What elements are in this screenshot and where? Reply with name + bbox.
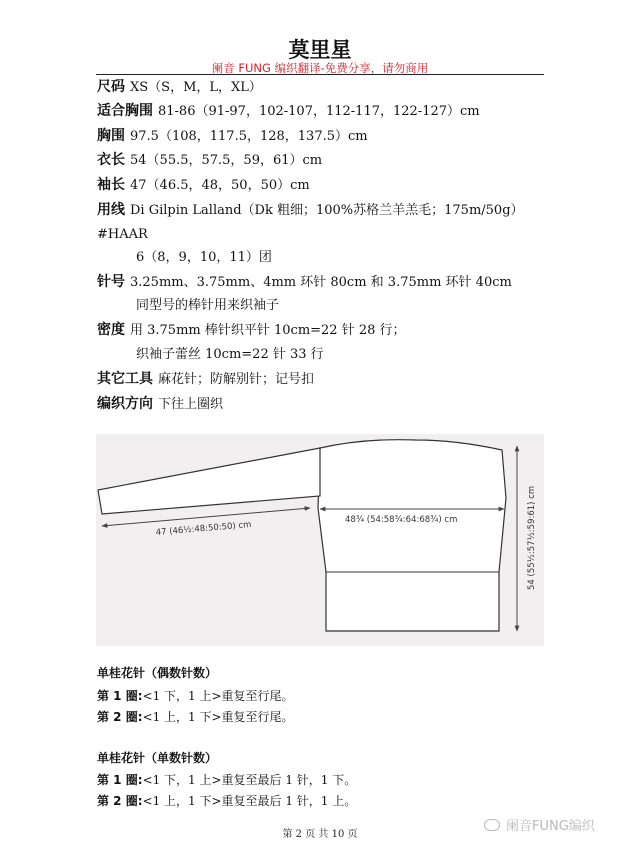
spec-yarn-color xyxy=(97,225,148,244)
row-label: 第 2 圈: xyxy=(97,794,143,808)
spec-gauge xyxy=(97,321,406,340)
pattern-row xyxy=(97,688,294,704)
spec-value: 97.5（108，117.5，128，137.5）cm xyxy=(130,129,368,144)
row-text: <1 上，1 下>重复至最后 1 针，1 上。 xyxy=(142,794,357,808)
spec-needles xyxy=(97,273,512,292)
spec-gauge-lace xyxy=(136,345,324,364)
spec-label: 袖长 xyxy=(97,177,125,193)
spec-label: 衣长 xyxy=(97,152,125,168)
spec-label: 适合胸围 xyxy=(97,103,153,119)
schematic-drawing xyxy=(96,434,544,646)
sweater-schematic xyxy=(96,434,544,646)
spec-notions xyxy=(97,370,314,389)
spec-value: 麻花针；防解别针；记号扣 xyxy=(158,372,315,387)
spec-value: 3.25mm、3.75mm、4mm 环针 80cm 和 3.75mm 环针 40cm xyxy=(130,275,512,290)
spec-needles-note xyxy=(136,296,279,315)
length-measure: 54 (55½:57½:59:61) cm xyxy=(527,485,537,590)
sleeve-outline xyxy=(98,448,320,514)
pattern-row xyxy=(97,772,356,788)
spec-label: 胸围 xyxy=(97,128,125,144)
spec-value: 81-86（91-97，102-107，112-117，122-127）cm xyxy=(158,104,480,119)
spec-size xyxy=(97,78,262,97)
spec-value: 用 3.75mm 棒针织平针 10cm=22 针 28 行； xyxy=(130,323,406,338)
row-label: 第 1 圈: xyxy=(97,773,143,787)
row-text: <1 上，1 下>重复至行尾。 xyxy=(142,710,294,724)
pattern-row xyxy=(97,793,356,809)
page-number: 第 2 页 共 10 页 xyxy=(282,829,358,840)
spec-value: XS（S，M，L，XL） xyxy=(130,80,262,95)
spec-chest xyxy=(97,127,368,146)
spec-sleeve xyxy=(97,176,310,195)
spec-label: 用线 xyxy=(97,202,125,218)
spec-yarn xyxy=(97,201,524,220)
spec-value: Di Gilpin Lalland（Dk 粗细；100%苏格兰羊羔毛；175m/50g） xyxy=(130,203,524,218)
spec-length xyxy=(97,151,322,170)
row-text: <1 下，1 上>重复至最后 1 针，1 下。 xyxy=(142,773,357,787)
spec-label: 密度 xyxy=(97,322,125,338)
spec-label: 尺码 xyxy=(97,79,125,95)
spec-value: #HAAR xyxy=(97,227,148,242)
spec-label: 编织方向 xyxy=(97,396,153,412)
header-rule xyxy=(96,74,544,75)
watermark xyxy=(484,815,595,834)
chest-measure: 48¾ (54:58¾:64:68¾) cm xyxy=(345,515,458,525)
spec-value: 6（8，9，10，11）团 xyxy=(136,250,272,265)
spec-value: 下往上圈织 xyxy=(158,397,224,412)
sleeve-measure: 47 (46½:48:50:50) cm xyxy=(155,519,252,538)
translator-note: 阑音 FUNG 编织翻译-免费分享，请勿商用 xyxy=(211,61,429,75)
spec-label: 针号 xyxy=(97,274,125,290)
spec-fit-bust xyxy=(97,102,480,121)
spec-label: 其它工具 xyxy=(97,371,153,387)
spec-value: 织袖子蕾丝 10cm=22 针 33 行 xyxy=(136,347,324,362)
spec-value: 同型号的棒针用来织袖子 xyxy=(136,298,280,313)
watermark-text: 阑音FUNG编织 xyxy=(506,819,595,834)
wechat-icon xyxy=(484,819,500,831)
spec-yarn-balls xyxy=(136,248,272,267)
body-outline xyxy=(318,440,506,631)
spec-value: 47（46.5，48，50，50）cm xyxy=(130,178,310,193)
row-label: 第 2 圈: xyxy=(97,710,143,724)
section-heading-even: 单桂花针（偶数针数） xyxy=(97,666,218,680)
spec-direction xyxy=(97,395,223,414)
spec-value: 54（55.5，57.5，59，61）cm xyxy=(130,153,323,168)
pattern-row xyxy=(97,709,294,725)
document-title: 莫里星 xyxy=(288,38,352,62)
row-label: 第 1 圈: xyxy=(97,689,143,703)
section-heading-odd: 单桂花针（单数针数） xyxy=(97,751,218,765)
row-text: <1 下，1 上>重复至行尾。 xyxy=(142,689,294,703)
